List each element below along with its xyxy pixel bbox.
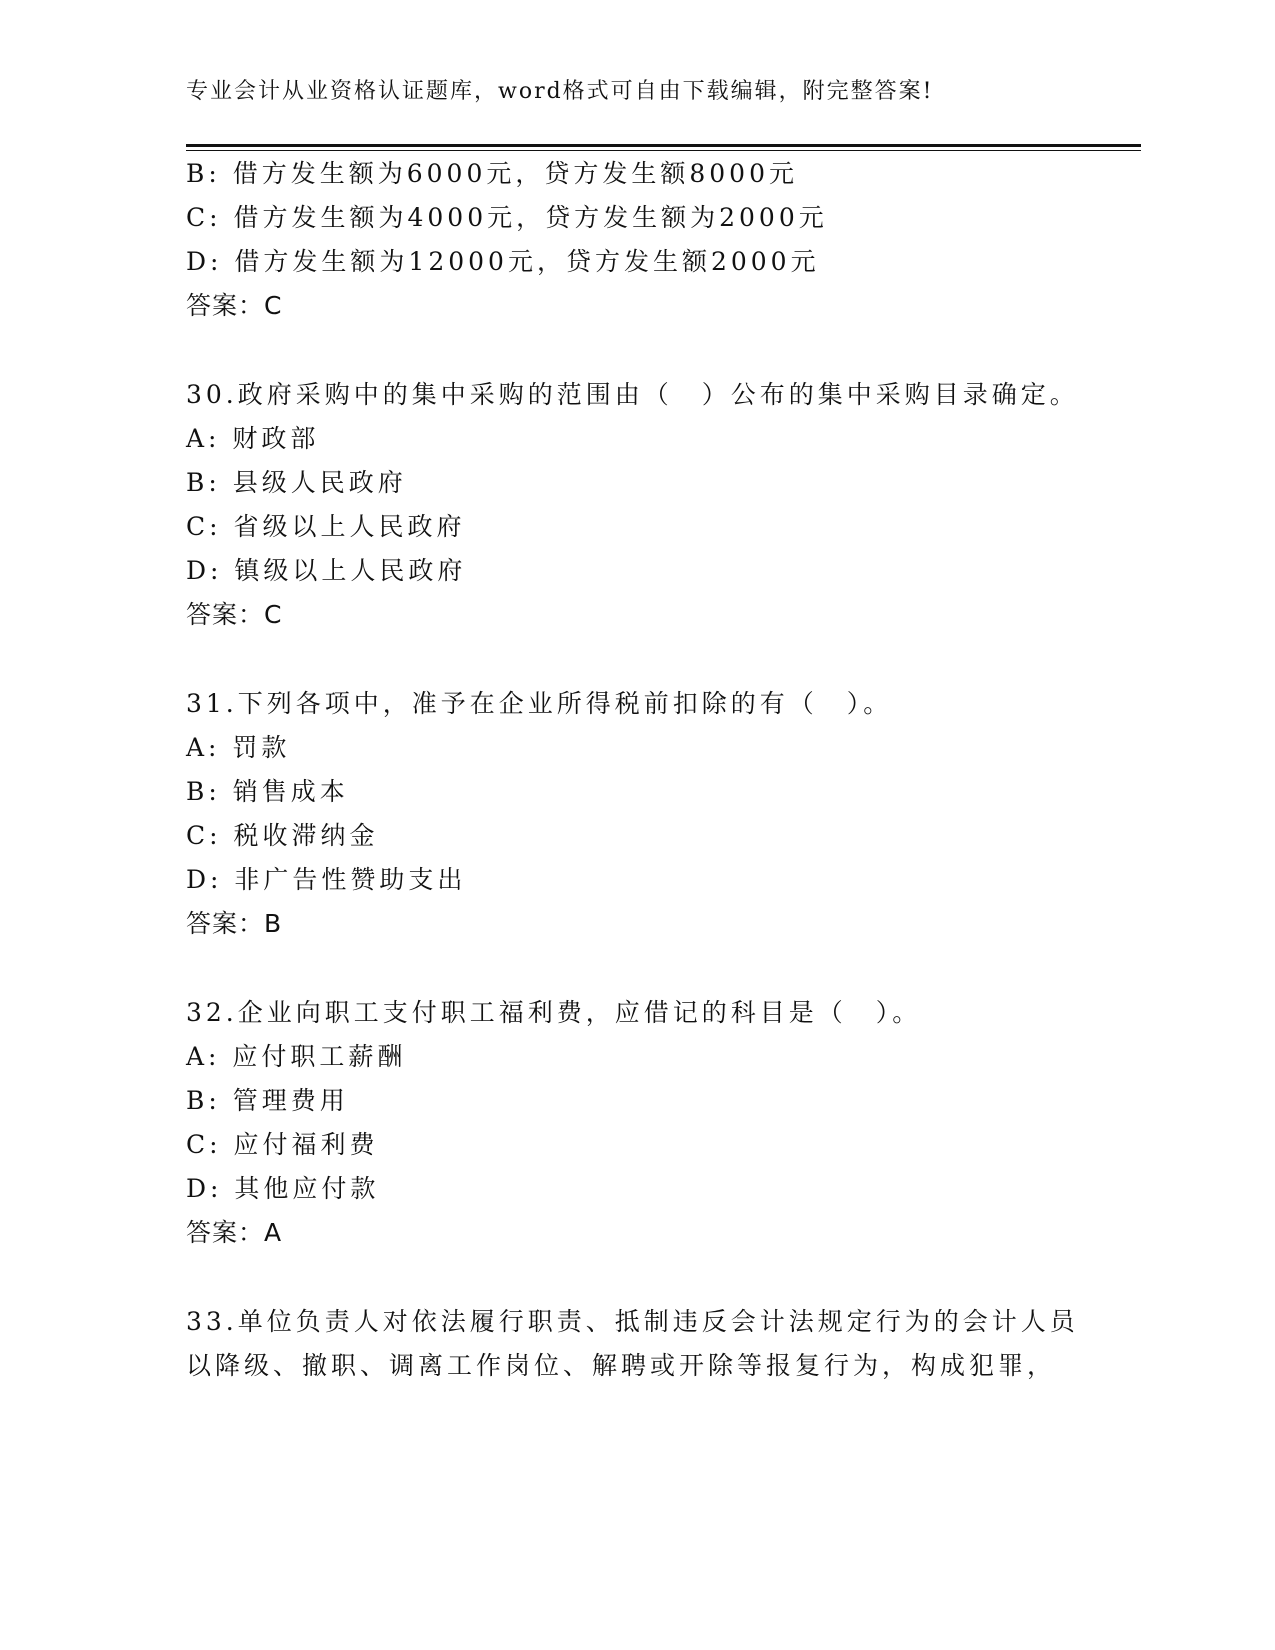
q32-question: 32.企业向职工支付职工福利费，应借记的科目是（ ）。	[186, 998, 922, 1027]
q32-option-a: A: 应付职工薪酬	[186, 1042, 407, 1071]
q32-option-c: C: 应付福利费	[186, 1130, 379, 1159]
q32-answer: 答案：A	[186, 1218, 283, 1247]
q30-question: 30.政府采购中的集中采购的范围由（ ）公布的集中采购目录确定。	[186, 380, 1079, 409]
q31-answer: 答案：B	[186, 909, 283, 938]
q30-option-b: B: 县级人民政府	[186, 468, 407, 497]
header-rule-thin	[186, 150, 1141, 151]
q31-option-b: B: 销售成本	[186, 777, 349, 806]
q31-question: 31.下列各项中，准予在企业所得税前扣除的有（ ）。	[186, 689, 893, 718]
q29-option-d: D: 借方发生额为12000元，贷方发生额2000元	[186, 247, 820, 276]
q30-option-c: C: 省级以上人民政府	[186, 512, 466, 541]
q29-option-c: C: 借方发生额为4000元，贷方发生额为2000元	[186, 203, 828, 232]
q32-option-d: D: 其他应付款	[186, 1174, 380, 1203]
q30-option-a: A: 财政部	[186, 424, 320, 453]
q31-option-a: A: 罚款	[186, 733, 291, 762]
q32-option-b: B: 管理费用	[186, 1086, 349, 1115]
q30-option-d: D: 镇级以上人民政府	[186, 556, 467, 585]
header-rule-thick	[186, 144, 1141, 147]
q31-option-d: D: 非广告性赞助支出	[186, 865, 467, 894]
q33-question-line-2: 以降级、撤职、调离工作岗位、解聘或开除等报复行为，构成犯罪，	[186, 1351, 1057, 1380]
q29-answer: 答案：C	[186, 291, 283, 320]
page-header: 专业会计从业资格认证题库，word格式可自由下载编辑，附完整答案!	[186, 79, 934, 104]
q29-option-b: B: 借方发生额为6000元，贷方发生额8000元	[186, 159, 798, 188]
q31-option-c: C: 税收滞纳金	[186, 821, 379, 850]
q30-answer: 答案：C	[186, 600, 283, 629]
q33-question-line-1: 33.单位负责人对依法履行职责、抵制违反会计法规定行为的会计人员	[186, 1307, 1079, 1336]
